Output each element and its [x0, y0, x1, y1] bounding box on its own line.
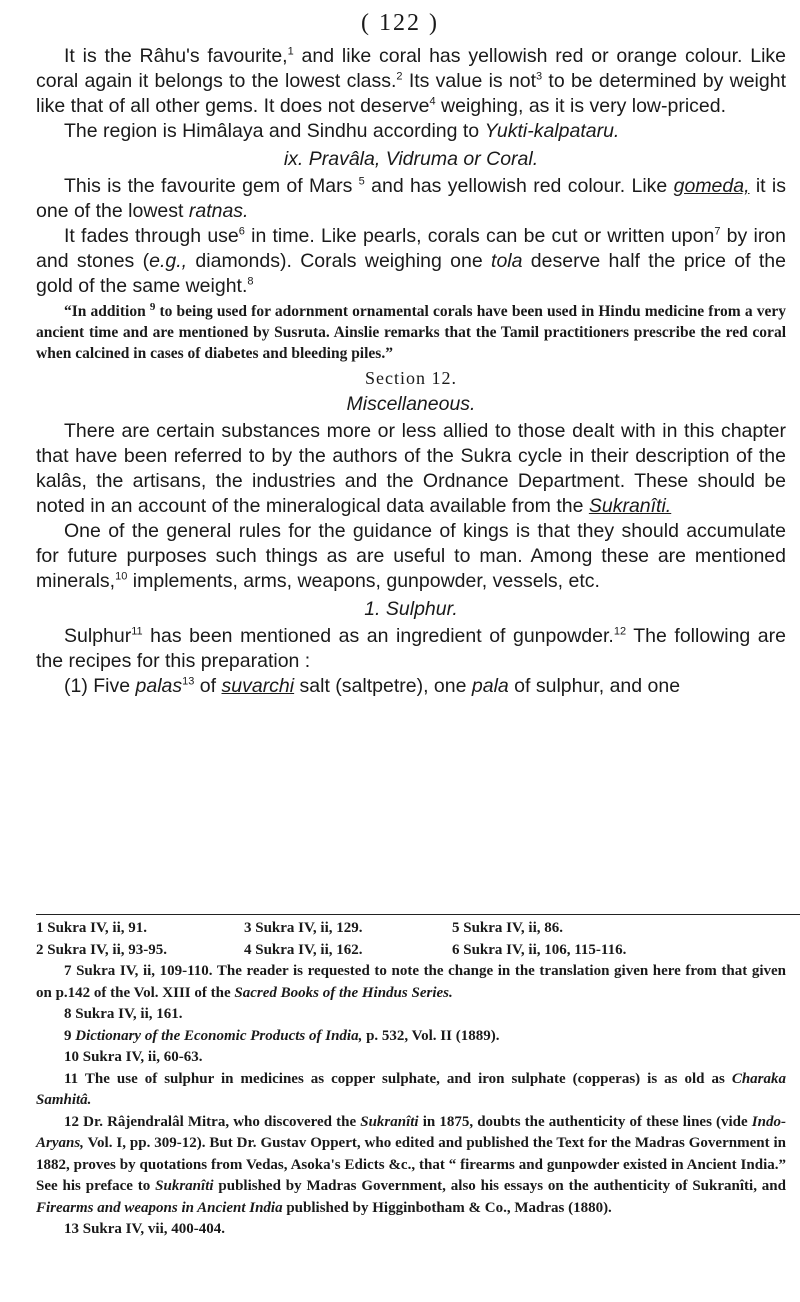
footnote-12 — [36, 1112, 786, 1220]
text-run: 9 — [64, 1027, 76, 1044]
footnote-ref: 6 — [238, 225, 245, 238]
italic-run: ratnas. — [188, 200, 249, 222]
italic-run: tola — [491, 250, 523, 272]
footnote-8: 8 Sukra IV, ii, 161. — [64, 1006, 183, 1022]
footnote-10: 10 Sukra IV, ii, 60-63. — [64, 1049, 203, 1065]
text-run: There are certain substances more or less allied to those dealt with in this chapter that have been referred to by the authors of the Sukra cycle in their description of the kalâs, the artisans, the industries and the Ordnance Department. These should be noted in an account of the mineralogical data available from the — [36, 420, 786, 517]
italic-run: pala — [471, 675, 509, 697]
text-run: This is the favourite gem of Mars — [64, 175, 359, 197]
text-run: (1) Five — [64, 675, 136, 697]
text-run: One of the general rules for the guidance of kings is that they should accumulate for future purposes such things as are useful to man. Among these are mentioned minerals, — [36, 520, 786, 592]
italic-run: Dictionary of the Economic Products of India, — [75, 1027, 363, 1044]
text-run: to being used for adornment ornamental corals have been used in Hindu medicine from a very ancient time and are mentioned by Susruta. Ainslie remarks that the Tamil practitioners prescribe the red coral when calcined in cases of diabetes and bleeding piles.” — [36, 303, 787, 362]
text-run: p. 532, Vol. II (1889). — [362, 1027, 500, 1044]
heading-coral: ix. Pravâla, Vidruma or Coral. — [283, 148, 539, 170]
text-run: in 1875, doubts the authenticity of these lines (vide — [418, 1113, 752, 1130]
italic-run: gomeda, — [673, 175, 750, 197]
paragraph-fades — [36, 224, 786, 299]
footnote-1: 1 Sukra IV, ii, 91. — [36, 920, 148, 936]
text-run: published by Madras Government, also his essays on the authenticity of Sukranîti, and — [213, 1178, 786, 1194]
text-run: The following are the recipes for this preparation : — [36, 625, 786, 672]
text-run: Vol. I, pp. 309-12). But Dr. Gustav Oppert, who edited and published the Text for the Madras Government in 1882, proves by quotations from Vedas, Asoka's Edicts &c., that “ firearms and gunpowder existed in Ancient India.” See his preface to — [36, 1135, 786, 1194]
footnote-ref: 1 — [287, 45, 294, 58]
italic-run: Charaka Samhitâ. — [36, 1070, 786, 1108]
footnote-13: 13 Sukra IV, vii, 400-404. — [64, 1221, 226, 1237]
footnote-ref: 4 — [429, 95, 436, 108]
text-run: implements, arms, weapons, gunpowder, vessels, etc. — [127, 570, 600, 592]
text-run: It is the Râhu's favourite, — [64, 45, 288, 67]
italic-run: Sacred Books of the Hindus Series. — [234, 984, 453, 1001]
text-run: salt (saltpetre), one — [294, 675, 472, 697]
footnote-5: 5 Sukra IV, ii, 86. — [452, 920, 564, 936]
footnote-ref: 5 — [358, 175, 365, 188]
footnote-ref: 8 — [247, 275, 254, 288]
paragraph-recipe — [36, 674, 786, 699]
text-run: by iron and stones ( — [36, 225, 786, 272]
footnote-7 — [36, 961, 786, 1004]
text-run: “In addition — [64, 303, 150, 320]
footnote-4: 4 Sukra IV, ii, 162. — [244, 941, 363, 958]
footnote-ref: 13 — [182, 675, 195, 688]
text-run: The region is Himâlaya and Sindhu according to — [64, 120, 485, 142]
footnote-row — [36, 940, 786, 962]
footnote-9 — [36, 1026, 786, 1048]
text-run: deserve half the price of the gold of the same weight. — [36, 250, 786, 297]
paragraph-rahu — [36, 44, 786, 119]
italic-run: Sukranîti. — [588, 495, 672, 517]
paragraph-mars — [36, 174, 786, 224]
page-number: ( 122 ) — [361, 10, 439, 36]
text-run: It fades through use — [64, 225, 239, 247]
text-run: it is one of the lowest — [36, 175, 787, 222]
paragraph-region — [36, 119, 786, 144]
footnote-ref: 3 — [536, 70, 543, 83]
italic-run: palas — [135, 675, 183, 697]
text-run: and like coral has yellowish red or orange colour. Like coral again it belongs to the lowest class. — [36, 45, 786, 92]
main-text — [36, 44, 786, 699]
paragraph-sulphur — [36, 624, 786, 674]
footnote-ref: 9 — [149, 300, 156, 313]
text-run: weighing, as it is very low-priced. — [435, 95, 727, 117]
text-run: Sulphur — [64, 625, 132, 647]
footnote-row — [36, 918, 786, 940]
text-run: and has yellowish red colour. Like — [364, 175, 674, 197]
footnotes — [36, 918, 786, 1241]
quote-block — [36, 301, 786, 364]
text-run: 11 The use of sulphur in medicines as copper sulphate, and iron sulphate (copperas) is as old as — [64, 1070, 732, 1087]
footnote-3: 3 Sukra IV, ii, 129. — [244, 920, 363, 936]
text-run: published by Higginbotham & Co., Madras (1880). — [282, 1199, 612, 1216]
section-heading: Section 12. — [365, 368, 457, 388]
text-run: has been mentioned as an ingredient of gunpowder. — [142, 625, 614, 647]
footnote-ref: 12 — [613, 625, 627, 638]
italic-run: Indo-Aryans, — [36, 1113, 786, 1151]
text-run: 7 Sukra IV, ii, 109-110. The reader is requested to note the change in the translation given here from that given on p.142 of the Vol. XIII of the — [36, 963, 786, 1001]
text-run: Its value is not — [402, 70, 537, 92]
footnote-divider — [36, 914, 800, 915]
text-run: in time. Like pearls, corals can be cut or written upon — [244, 225, 715, 247]
footnote-2: 2 Sukra IV, ii, 93-95. — [36, 941, 168, 958]
text-run: diamonds). Corals weighing one — [187, 250, 492, 272]
heading-sulphur: 1. Sulphur. — [364, 598, 458, 620]
footnote-ref: 10 — [115, 570, 128, 583]
footnote-ref: 7 — [714, 225, 721, 238]
text-run: 12 Dr. Râjendralâl Mitra, who discovered the — [64, 1113, 361, 1130]
section-title: Miscellaneous. — [346, 393, 476, 415]
paragraph-substances — [36, 419, 786, 519]
italic-run: Sukranîti — [155, 1178, 214, 1194]
italic-run: Firearms and weapons in Ancient India — [36, 1199, 283, 1216]
text-run: of sulphur, and one — [508, 675, 681, 697]
italic-run: Sukranîti — [360, 1113, 419, 1130]
italic-run: suvarchi — [221, 675, 295, 697]
footnote-11 — [36, 1069, 786, 1112]
paragraph-rules — [36, 519, 786, 594]
footnote-ref: 11 — [131, 625, 143, 638]
footnote-6: 6 Sukra IV, ii, 106, 115-116. — [452, 941, 627, 958]
text-run: to be determined by weight like that of all other gems. It does not deserve — [36, 70, 786, 117]
footnote-ref: 2 — [396, 70, 403, 83]
text-run: of — [194, 675, 222, 697]
italic-run: e.g., — [149, 250, 188, 272]
italic-run: Yukti-kalpataru. — [484, 120, 620, 142]
